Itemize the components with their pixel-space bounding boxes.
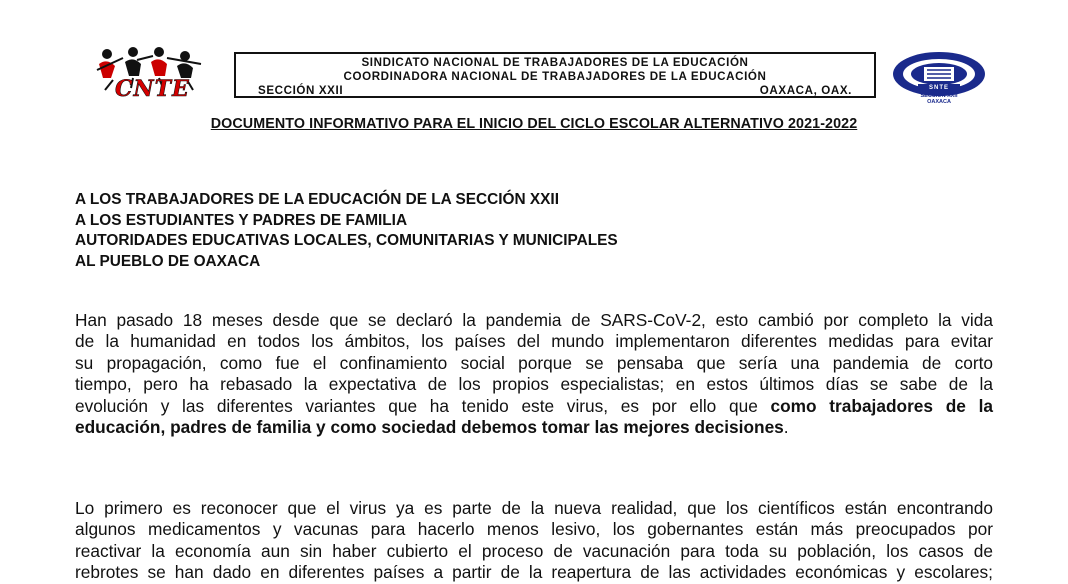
paragraph-line — [75, 417, 993, 438]
header-section: SECCIÓN XXII — [258, 84, 344, 97]
paragraph-line: Han pasado 18 meses desde que se declaró la pandemia de SARS-CoV-2, esto cambió por completo la vida — [75, 310, 993, 330]
header-line-1: SINDICATO NACIONAL DE TRABAJADORES DE LA EDUCACIÓN — [361, 56, 749, 69]
paragraph-line: su propagación, como fue el confinamiento social porque se pensaba que sería una pandemia de corto — [75, 352, 993, 373]
header-location: OAXACA, OAX. — [759, 84, 852, 97]
paragraph-1 — [75, 310, 993, 438]
addressee-line: AUTORIDADES EDUCATIVAS LOCALES, COMUNITARIAS Y MUNICIPALES — [75, 232, 618, 249]
paragraph-text: evolución y las diferentes variantes que ha tenido este virus, es por ello que — [75, 395, 771, 416]
cnte-logo — [93, 44, 221, 104]
paragraph-line: reactivar la economía aun sin haber cubierto el proceso de vacunación para toda su población, los casos de — [75, 540, 993, 561]
paragraph-text: . — [783, 417, 789, 438]
addressee-line: A LOS ESTUDIANTES Y PADRES DE FAMILIA — [75, 211, 408, 229]
document-title: DOCUMENTO INFORMATIVO PARA EL INICIO DEL CICLO ESCOLAR ALTERNATIVO 2021-2022 — [210, 116, 858, 132]
paragraph-bold-text: educación, padres de familia y como sociedad debemos tomar las mejores decisiones — [75, 417, 784, 438]
addressee-line: AL PUEBLO DE OAXACA — [75, 252, 261, 270]
paragraph-line: tiempo, pero ha rebasado la expectativa de los propios especialistas; en estos últimos días se sabe de la — [75, 374, 993, 395]
paragraph-2 — [75, 498, 993, 584]
cnte-logo-text: CNTE — [115, 76, 190, 102]
paragraph-line: algunos medicamentos y vacunas para hacerlo menos lesivo, los gobernantes están más preocupados por — [75, 519, 993, 540]
addressees-block — [75, 190, 618, 272]
header-line-3 — [236, 84, 874, 98]
snte-logo-text: SNTE — [928, 85, 949, 91]
snte-logo-caption: SECCION XXII OAXACA — [920, 93, 958, 105]
header-line-2: COORDINADORA NACIONAL DE TRABAJADORES DE LA EDUCACIÓN — [343, 70, 767, 83]
snte-logo — [890, 50, 988, 106]
paragraph-line: de la humanidad en todos los ámbitos, los países del mundo implementaron diferentes medidas para evitar — [75, 331, 993, 352]
paragraph-bold-text: como trabajadores de la — [770, 395, 993, 416]
addressee-line: A LOS TRABAJADORES DE LA EDUCACIÓN DE LA SECCIÓN XXII — [75, 191, 559, 208]
paragraph-line: Lo primero es reconocer que el virus ya es parte de la nueva realidad, que los científicos están encontrando — [75, 498, 993, 518]
paragraph-line — [75, 396, 993, 417]
paragraph-line: rebrotes se han dado en diferentes países a partir de la reapertura de las actividades económicas y escolares; — [75, 562, 993, 583]
header-box — [234, 52, 876, 98]
